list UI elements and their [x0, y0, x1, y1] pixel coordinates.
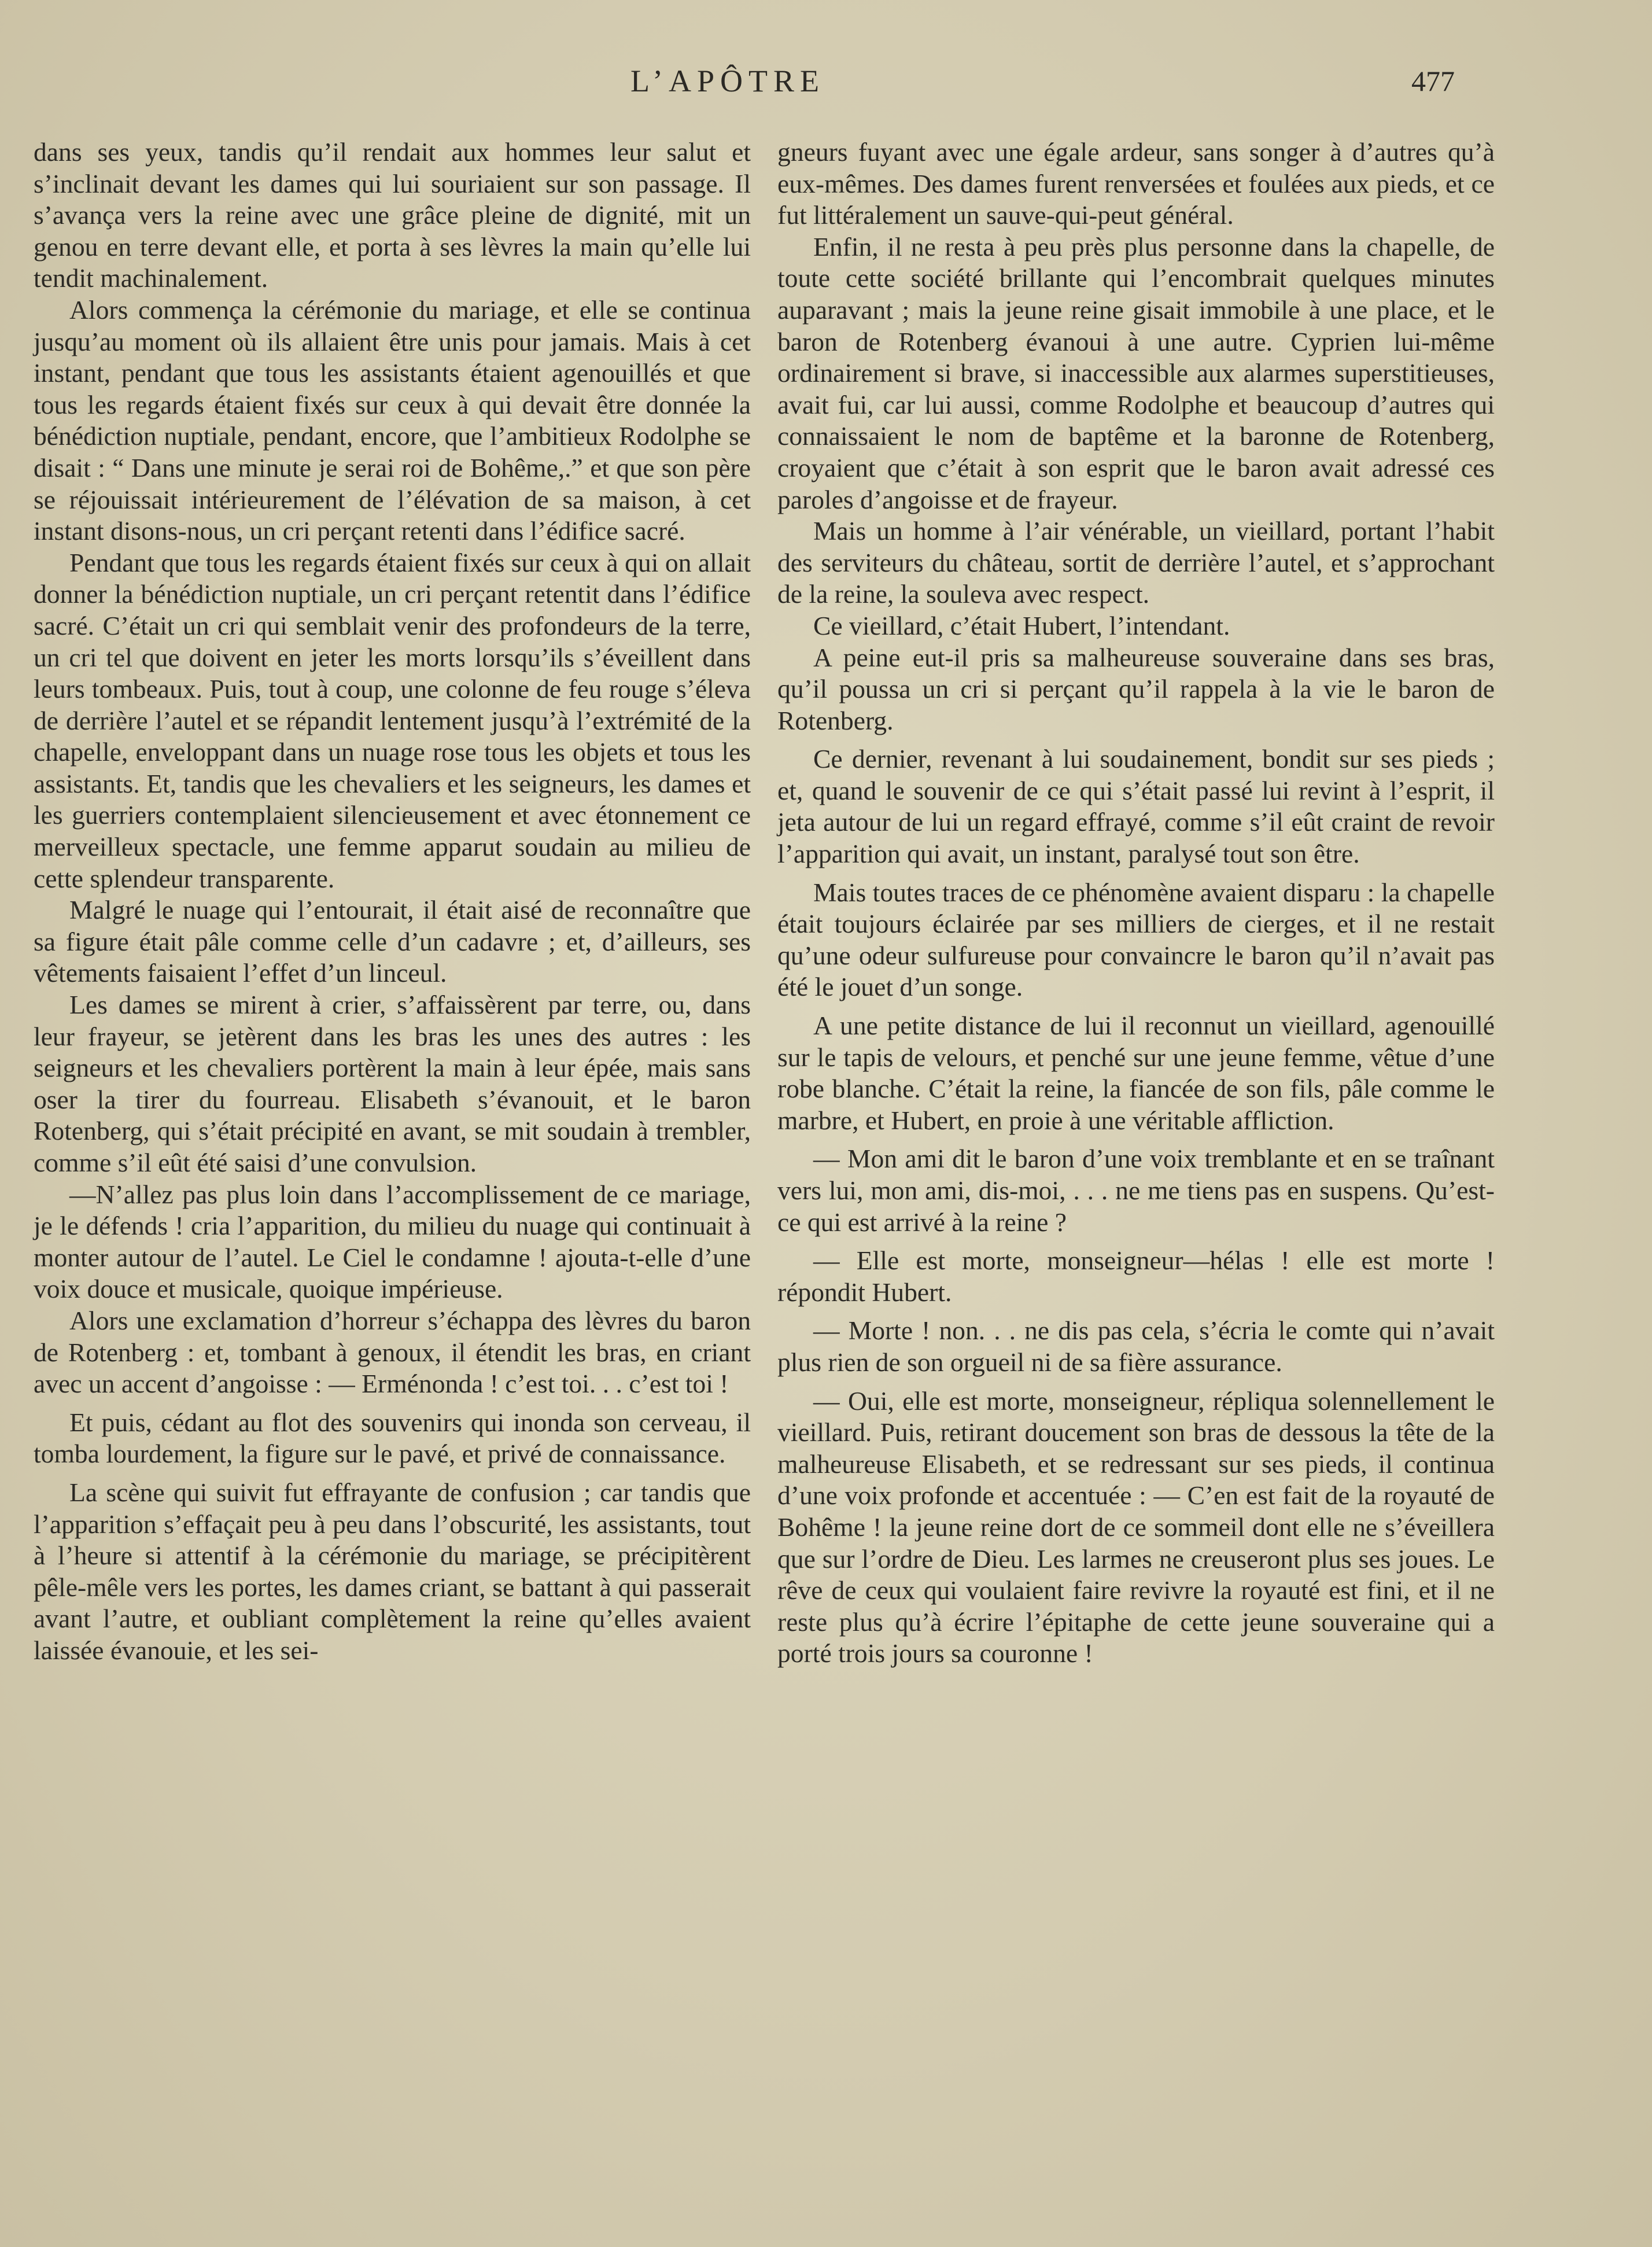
paragraph: — Elle est morte, monseigneur—hélas ! elle est morte ! répondit Hubert.	[777, 1246, 1495, 1307]
paragraph: Alors commença la cérémonie du mariage, et elle se continua jusqu’au moment où ils allaient être unis pour jamais. Mais à cet instant, pendant que tous les assistants étaient agenouillés et que tous les regards étaient fixés sur ceux à qui devait être donnée la bénédiction nuptiale, pendant, encore, que l’ambitieux Rodolphe se disait : “ Dans une minute je serai roi de Bohême,.” et que son père se réjouissait intérieurement de l’élévation de sa maison, à cet instant disons-nous, un cri perçant retenti dans l’édifice sacré.	[34, 294, 751, 546]
paragraph: — Oui, elle est morte, monseigneur, répliqua solennellement le vieillard. Puis, retirant doucement son bras de dessous la tête de la malheureuse Elisabeth, et se redressant sur ses pieds, il continua d’une voix profonde et accentuée : — C’en est fait de la royauté de Bohême ! la jeune reine dort de ce sommeil dont elle ne s’éveillera que sur l’ordre de Dieu. Les larmes ne creuseront plus ses joues. Le rêve de ceux qui voulaient faire revivre la royauté est fini, et il ne reste plus qu’à écrire l’épitaphe de cette jeune souveraine qui a porté trois jours sa couronne !	[777, 1386, 1495, 1668]
running-head	[0, 62, 1652, 103]
paragraph: — Morte ! non. . . ne dis pas cela, s’écria le comte qui n’avait plus rien de son orgueil ni de sa fière assurance.	[777, 1316, 1495, 1377]
paragraph: — Mon ami dit le baron d’une voix tremblante et en se traînant vers lui, mon ami, dis-moi, . . . ne me tiens pas en suspens. Qu’est-ce qui est arrivé à la reine ?	[777, 1144, 1495, 1237]
paragraph: Enfin, il ne resta à peu près plus personne dans la chapelle, de toute cette société brillante qui l’encombrait quelques minutes auparavant ; mais la jeune reine gisait immobile à une place, et le baron de Rotenberg évanoui à une autre. Cyprien lui-même ordinairement si brave, si inaccessible aux alarmes superstitieuses, avait fui, car lui aussi, comme Rodolphe et beaucoup d’autres qui connaissaient le nom de baptême et la baronne de Rotenberg, croyaient que c’était à son esprit que le baron avait adressé ces paroles d’angoisse et de frayeur.	[777, 231, 1495, 514]
paragraph: Mais un homme à l’air vénérable, un vieillard, portant l’habit des serviteurs du château, sortit de derrière l’autel, et s’approchant de la reine, la souleva avec respect.	[777, 516, 1495, 609]
paragraph: A une petite distance de lui il reconnut un vieillard, agenouillé sur le tapis de velours, et penché sur une jeune femme, vêtue d’une robe blanche. C’était la reine, la fiancée de son fils, pâle comme le marbre, et Hubert, en proie à une véritable affliction.	[777, 1011, 1495, 1135]
paragraph: Ce dernier, revenant à lui soudainement, bondit sur ses pieds ; et, quand le souvenir de ce qui s’était passé lui revint à l’esprit, il jeta autour de lui un regard effrayé, comme s’il eût craint de revoir l’apparition qui avait, un instant, paralysé tout son être.	[777, 744, 1495, 869]
paragraph: dans ses yeux, tandis qu’il rendait aux hommes leur salut et s’inclinait devant les dames qui lui souriaient sur son passage. Il s’avança vers la reine avec une grâce pleine de dignité, mit un genou en terre devant elle, et porta à ses lèvres la main qu’elle lui tendit machinalement.	[34, 137, 751, 293]
paragraph: Ce vieillard, c’était Hubert, l’intendant.	[813, 610, 1230, 640]
paragraph: —N’allez pas plus loin dans l’accomplissement de ce mariage, je le défends ! cria l’apparition, du milieu du nuage qui continuait à monter autour de l’autel. Le Ciel le condamne ! ajouta-t-elle d’une voix douce et musicale, quoique impérieuse.	[34, 1179, 751, 1304]
paragraph: gneurs fuyant avec une égale ardeur, sans songer à d’autres qu’à eux-mêmes. Des dames furent renversées et foulées aux pieds, et ce fut littéralement un sauve-qui-peut général.	[777, 137, 1495, 230]
left-column	[34, 137, 751, 1667]
page-number: 477	[1411, 65, 1455, 97]
running-title: L’APÔTRE	[630, 64, 825, 98]
paragraph: A peine eut-il pris sa malheureuse souveraine dans ses bras, qu’il poussa un cri si perçant qu’il rappela à la vie le baron de Rotenberg.	[777, 642, 1495, 735]
paragraph: Mais toutes traces de ce phénomène avaient disparu : la chapelle était toujours éclairée par ses milliers de cierges, et il ne restait qu’une odeur sulfureuse pour convaincre le baron qu’il n’avait pas été le jouet d’un songe.	[777, 877, 1495, 1002]
paragraph: La scène qui suivit fut effrayante de confusion ; car tandis que l’apparition s’effaçait peu à peu dans l’obscurité, les assistants, tout à l’heure si attentif à la cérémonie du mariage, se précipitèrent pêle-mêle vers les portes, les dames criant, se battant à qui passerait avant l’autre, et oubliant complètement la reine qu’elles avaient laissée évanouie, et les sei-	[34, 1477, 751, 1665]
right-column	[777, 137, 1495, 1670]
paragraph: Et puis, cédant au flot des souvenirs qui inonda son cerveau, il tomba lourdement, la figure sur le pavé, et privé de connaissance.	[34, 1407, 751, 1469]
paragraph: Malgré le nuage qui l’entourait, il était aisé de reconnaître que sa figure était pâle comme celle d’un cadavre ; et, d’ailleurs, ses vêtements faisaient l’effet d’un linceul.	[34, 895, 751, 988]
paragraph: Pendant que tous les regards étaient fixés sur ceux à qui on allait donner la bénédiction nuptiale, un cri perçant retentit dans l’édifice sacré. C’était un cri qui semblait venir des profondeurs de la terre, un cri tel que doivent en jeter les morts lorsqu’ils s’éveillent dans leurs tombeaux. Puis, tout à coup, une colonne de feu rouge s’éleva de derrière l’autel et se répandit lentement jusqu’à l’extrémité de la chapelle, enveloppant dans un nuage rose tous les objets et tous les assistants. Et, tandis que les chevaliers et les seigneurs, les dames et les guerriers contemplaient silencieusement et avec étonnement ce merveilleux spectacle, une femme apparut soudain au milieu de cette splendeur transparente.	[34, 547, 751, 893]
paragraph: Les dames se mirent à crier, s’affaissèrent par terre, ou, dans leur frayeur, se jetèrent dans les bras les unes des autres : les seigneurs et les chevaliers portèrent la main à leur épée, mais sans oser la tirer du fourreau. Elisabeth s’évanouit, et le baron Rotenberg, qui s’était précipité en avant, se mit soudain à trembler, comme s’il eût été saisi d’une convulsion.	[34, 990, 751, 1177]
paragraph: Alors une exclamation d’horreur s’échappa des lèvres du baron de Rotenberg : et, tombant à genoux, il étendit les bras, en criant avec un accent d’angoisse : — Erménonda ! c’est toi. . . c’est toi !	[34, 1305, 751, 1399]
